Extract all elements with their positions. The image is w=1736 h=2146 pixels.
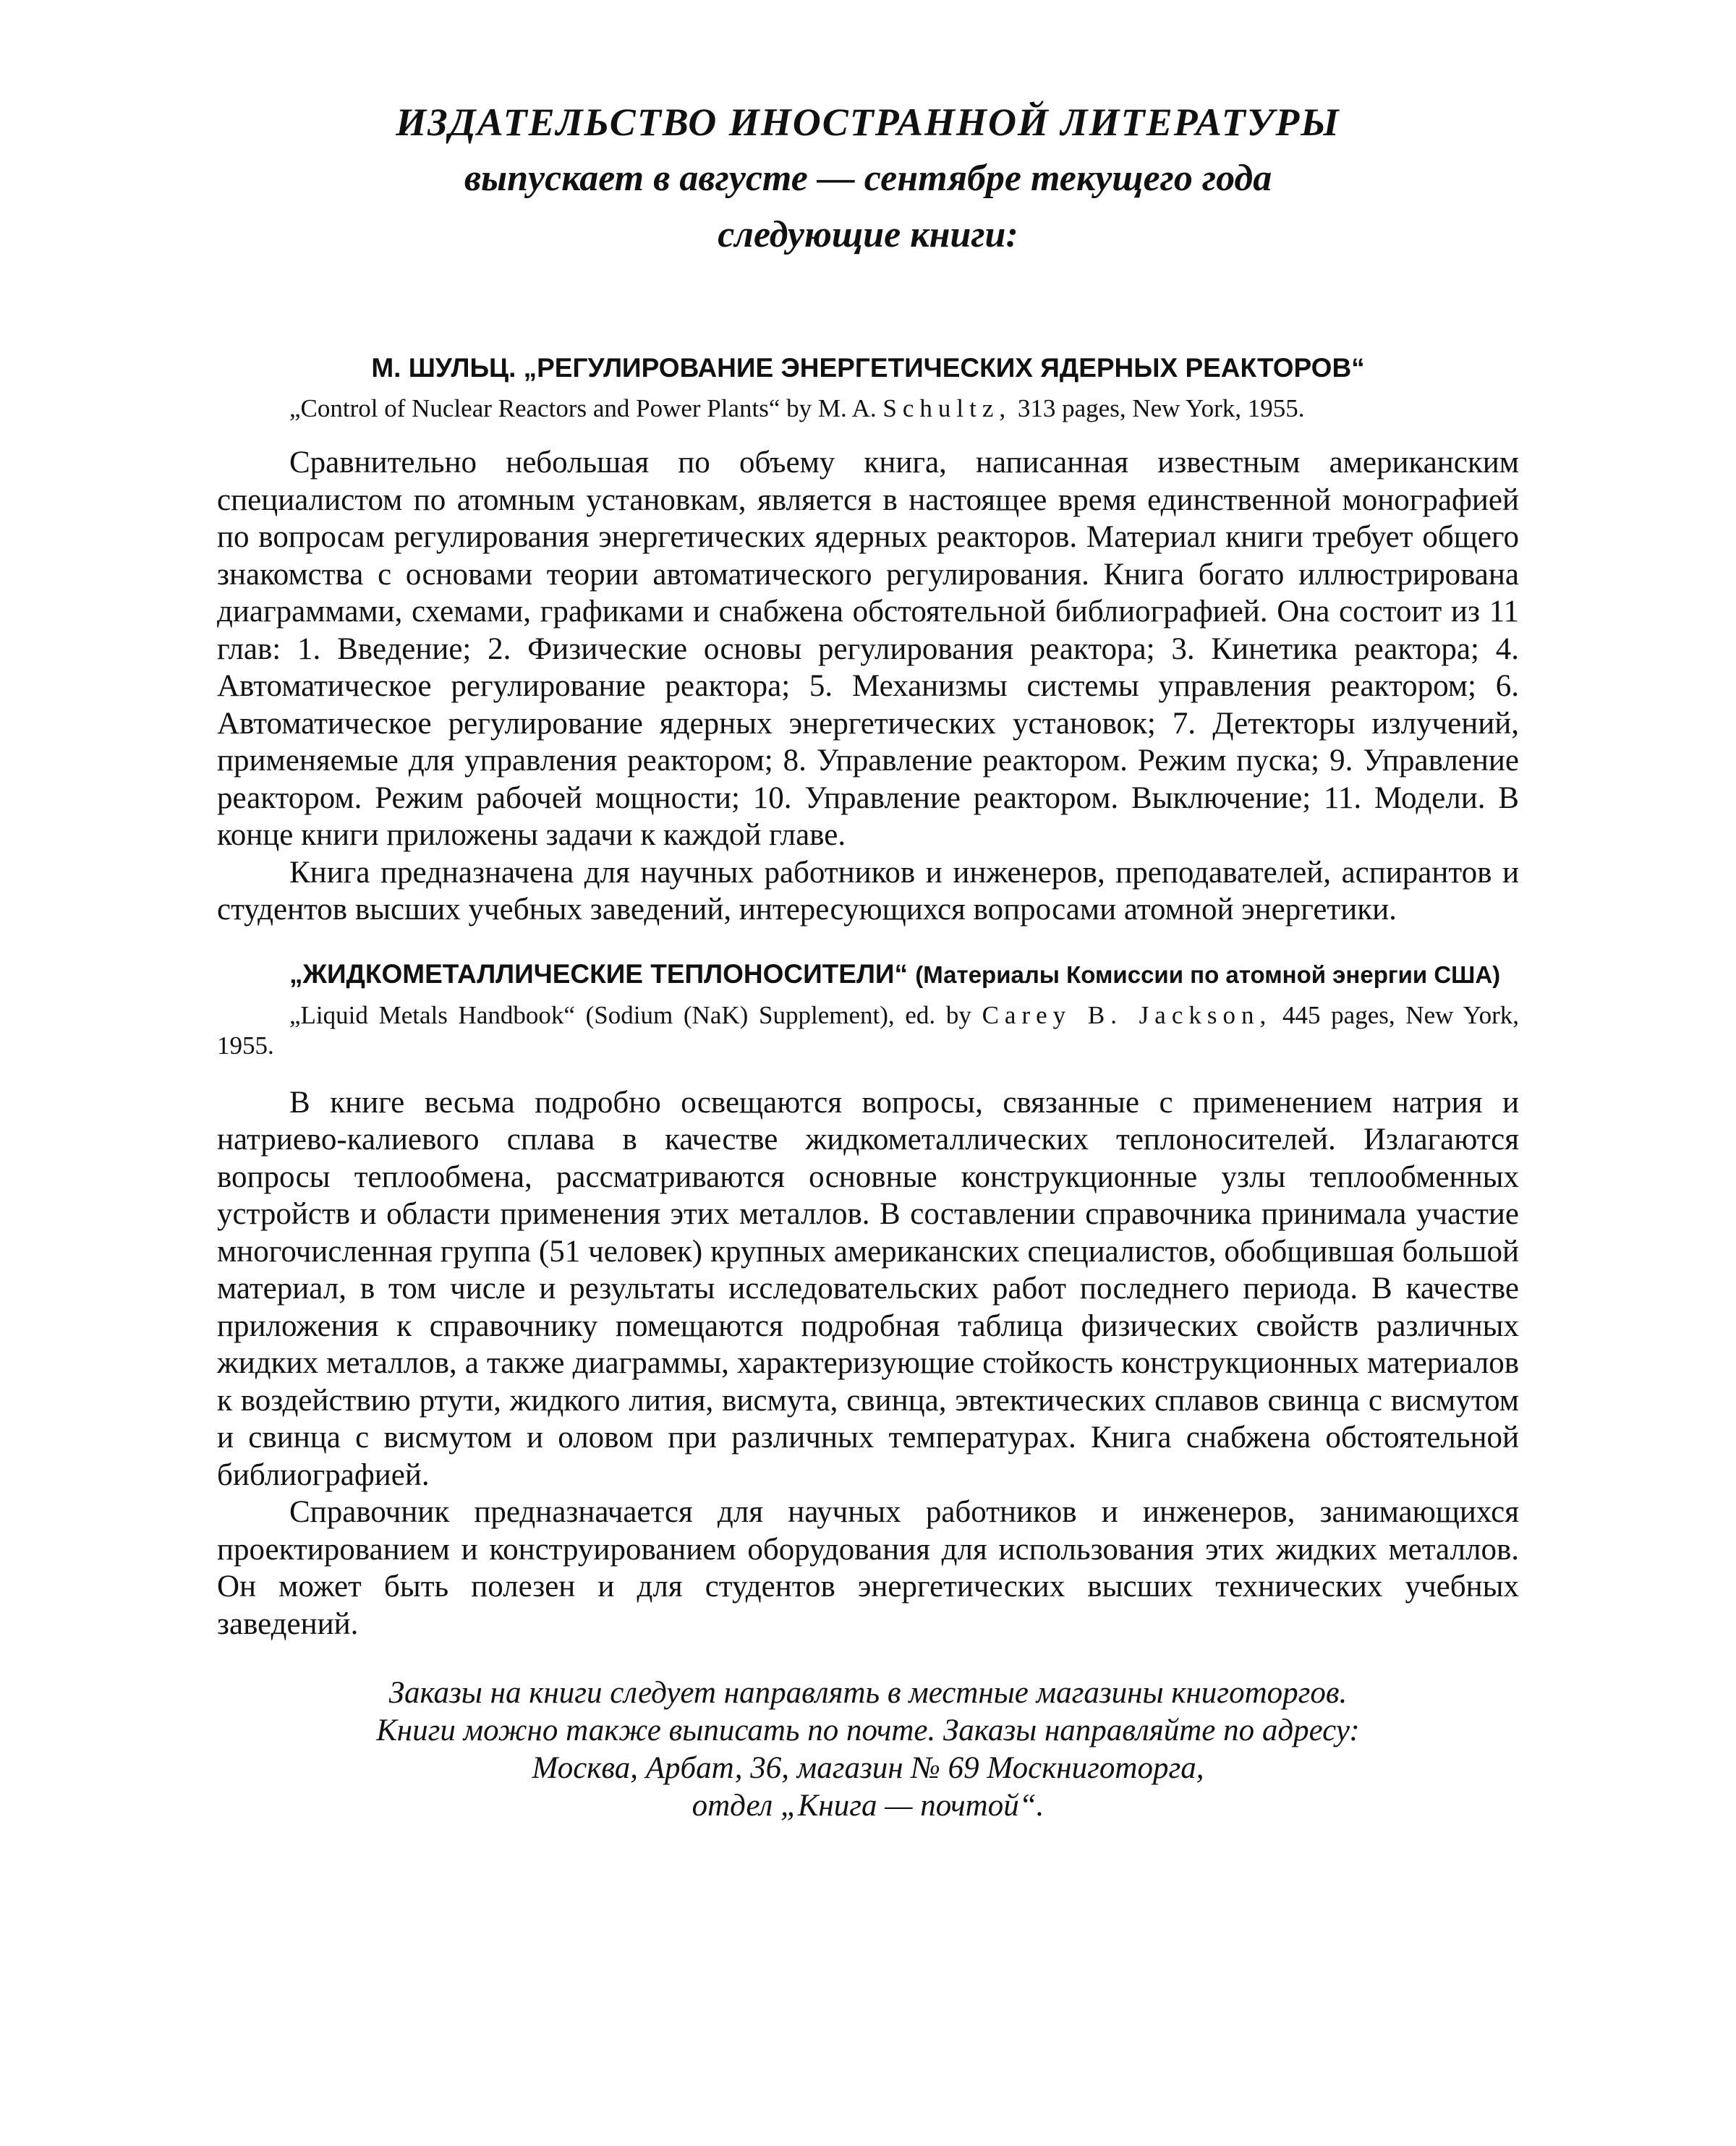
announcement-page (217, 94, 1519, 1825)
original-author: Schultz, (882, 394, 1012, 422)
release-period: выпускает в августе — сентябре текущего года (464, 158, 1272, 199)
book-subtitle: (Материалы Комиссии по атомной энергии США) (915, 961, 1501, 988)
book-audience: Книга предназначена для научных работников и инженеров, преподавателей, аспирантов и студентов высших учебных заведений, интересующихся вопросами атомной энергетики. (217, 855, 1519, 927)
original-details: 313 pages, New York, 1955. (1017, 394, 1305, 422)
original-edition (217, 1000, 1519, 1061)
original-title: „Control of Nuclear Reactors and Power Plants“ by M. A. (289, 394, 877, 422)
book-title: М. ШУЛЬЦ. „РЕГУЛИРОВАНИЕ ЭНЕРГЕТИЧЕСКИХ ЯДЕРНЫХ РЕАКТОРОВ“ (371, 353, 1365, 383)
original-author: Carey B. Jackson, (982, 1000, 1272, 1029)
order-department: отдел „Книга — почтой“. (692, 1789, 1044, 1823)
book-description: Сравнительно небольшая по объему книга, написанная известным американским специалистом по атомным установкам, является в настоящее время единственной монографией по вопросам регулирования энергетических ядерных реакторов. Материал книги требует общего знакомства с основами теории автоматического регулирования. Книга богато иллюстрирована диаграммами, схемами, графиками и снабжена обстоятельной библиографией. Она состоит из 11 глав: 1. Введение; 2. Физические основы регулирования реактора; 3. Кинетика реактора; 4. Автоматическое регулирование реактора; 5. Механизмы системы управления реактором; 6. Автоматическое регулирование ядерных энергетических установок; 7. Детекторы излучений, применяемые для управления реактором; 8. Управление реактором. Режим пуска; 9. Управление реактором. Режим рабочей мощности; 10. Управление реактором. Выключение; 11. Модели. В конце книги приложены задачи к каждой главе. (217, 446, 1519, 852)
book-title (217, 955, 1519, 995)
book-title-main: „ЖИДКОМЕТАЛЛИЧЕСКИЕ ТЕПЛОНОСИТЕЛИ“ (289, 958, 909, 989)
book-description: В книге весьма подробно освещаются вопросы, связанные с применением натрия и натриево-калиевого сплава в качестве жидкометаллических теплоносителей. Излагаются вопросы теплообмена, рассматриваются основные конструкционные узлы теплообменных устройств и области применения этих металлов. В составлении справочника принимала участие многочисленная группа (51 человек) крупных американских специалистов, обобщившая большой материал, в том числе и результаты исследовательских работ последнего периода. В качестве приложения к справочнику помещаются подробная таблица физических свойств различных жидких металлов, а также диаграммы, характеризующие стойкость конструкционных материалов к воздействию ртути, жидкого лития, висмута, свинца, эвтектических сплавов свинца с висмутом и свинца с висмутом и оловом при различных температурах. Книга снабжена обстоятельной библиографией. (217, 1085, 1519, 1492)
masthead (217, 94, 1519, 263)
book-entry-liquid-metals (217, 955, 1519, 1643)
masthead-following: следующие книги: (718, 214, 1018, 255)
order-line-1: Заказы на книги следует направлять в местные магазины книготоргов. (388, 1676, 1348, 1710)
original-details: 445 pages, New York, 1955. (217, 1000, 1519, 1060)
publisher-name: ИЗДАТЕЛЬСТВО ИНОСТРАННОЙ ЛИТЕРАТУРЫ (396, 101, 1340, 144)
original-title: „Liquid Metals Handbook“ (Sodium (NaK) Supplement), ed. by (289, 1000, 971, 1029)
order-line-2: Книги можно также выписать по почте. Заказы направляйте по адресу: (376, 1713, 1360, 1747)
order-address: Москва, Арбат, 36, магазин № 69 Москниготорга, (532, 1751, 1204, 1785)
original-edition (217, 393, 1519, 424)
order-information (217, 1674, 1519, 1825)
book-entry-schultz (217, 349, 1519, 929)
book-audience: Справочник предназначается для научных работников и инженеров, занимающихся проектированием и конструированием оборудования для использования этих жидких металлов. Он может быть полезен и для студентов энергетических высших технических учебных заведений. (217, 1495, 1519, 1641)
